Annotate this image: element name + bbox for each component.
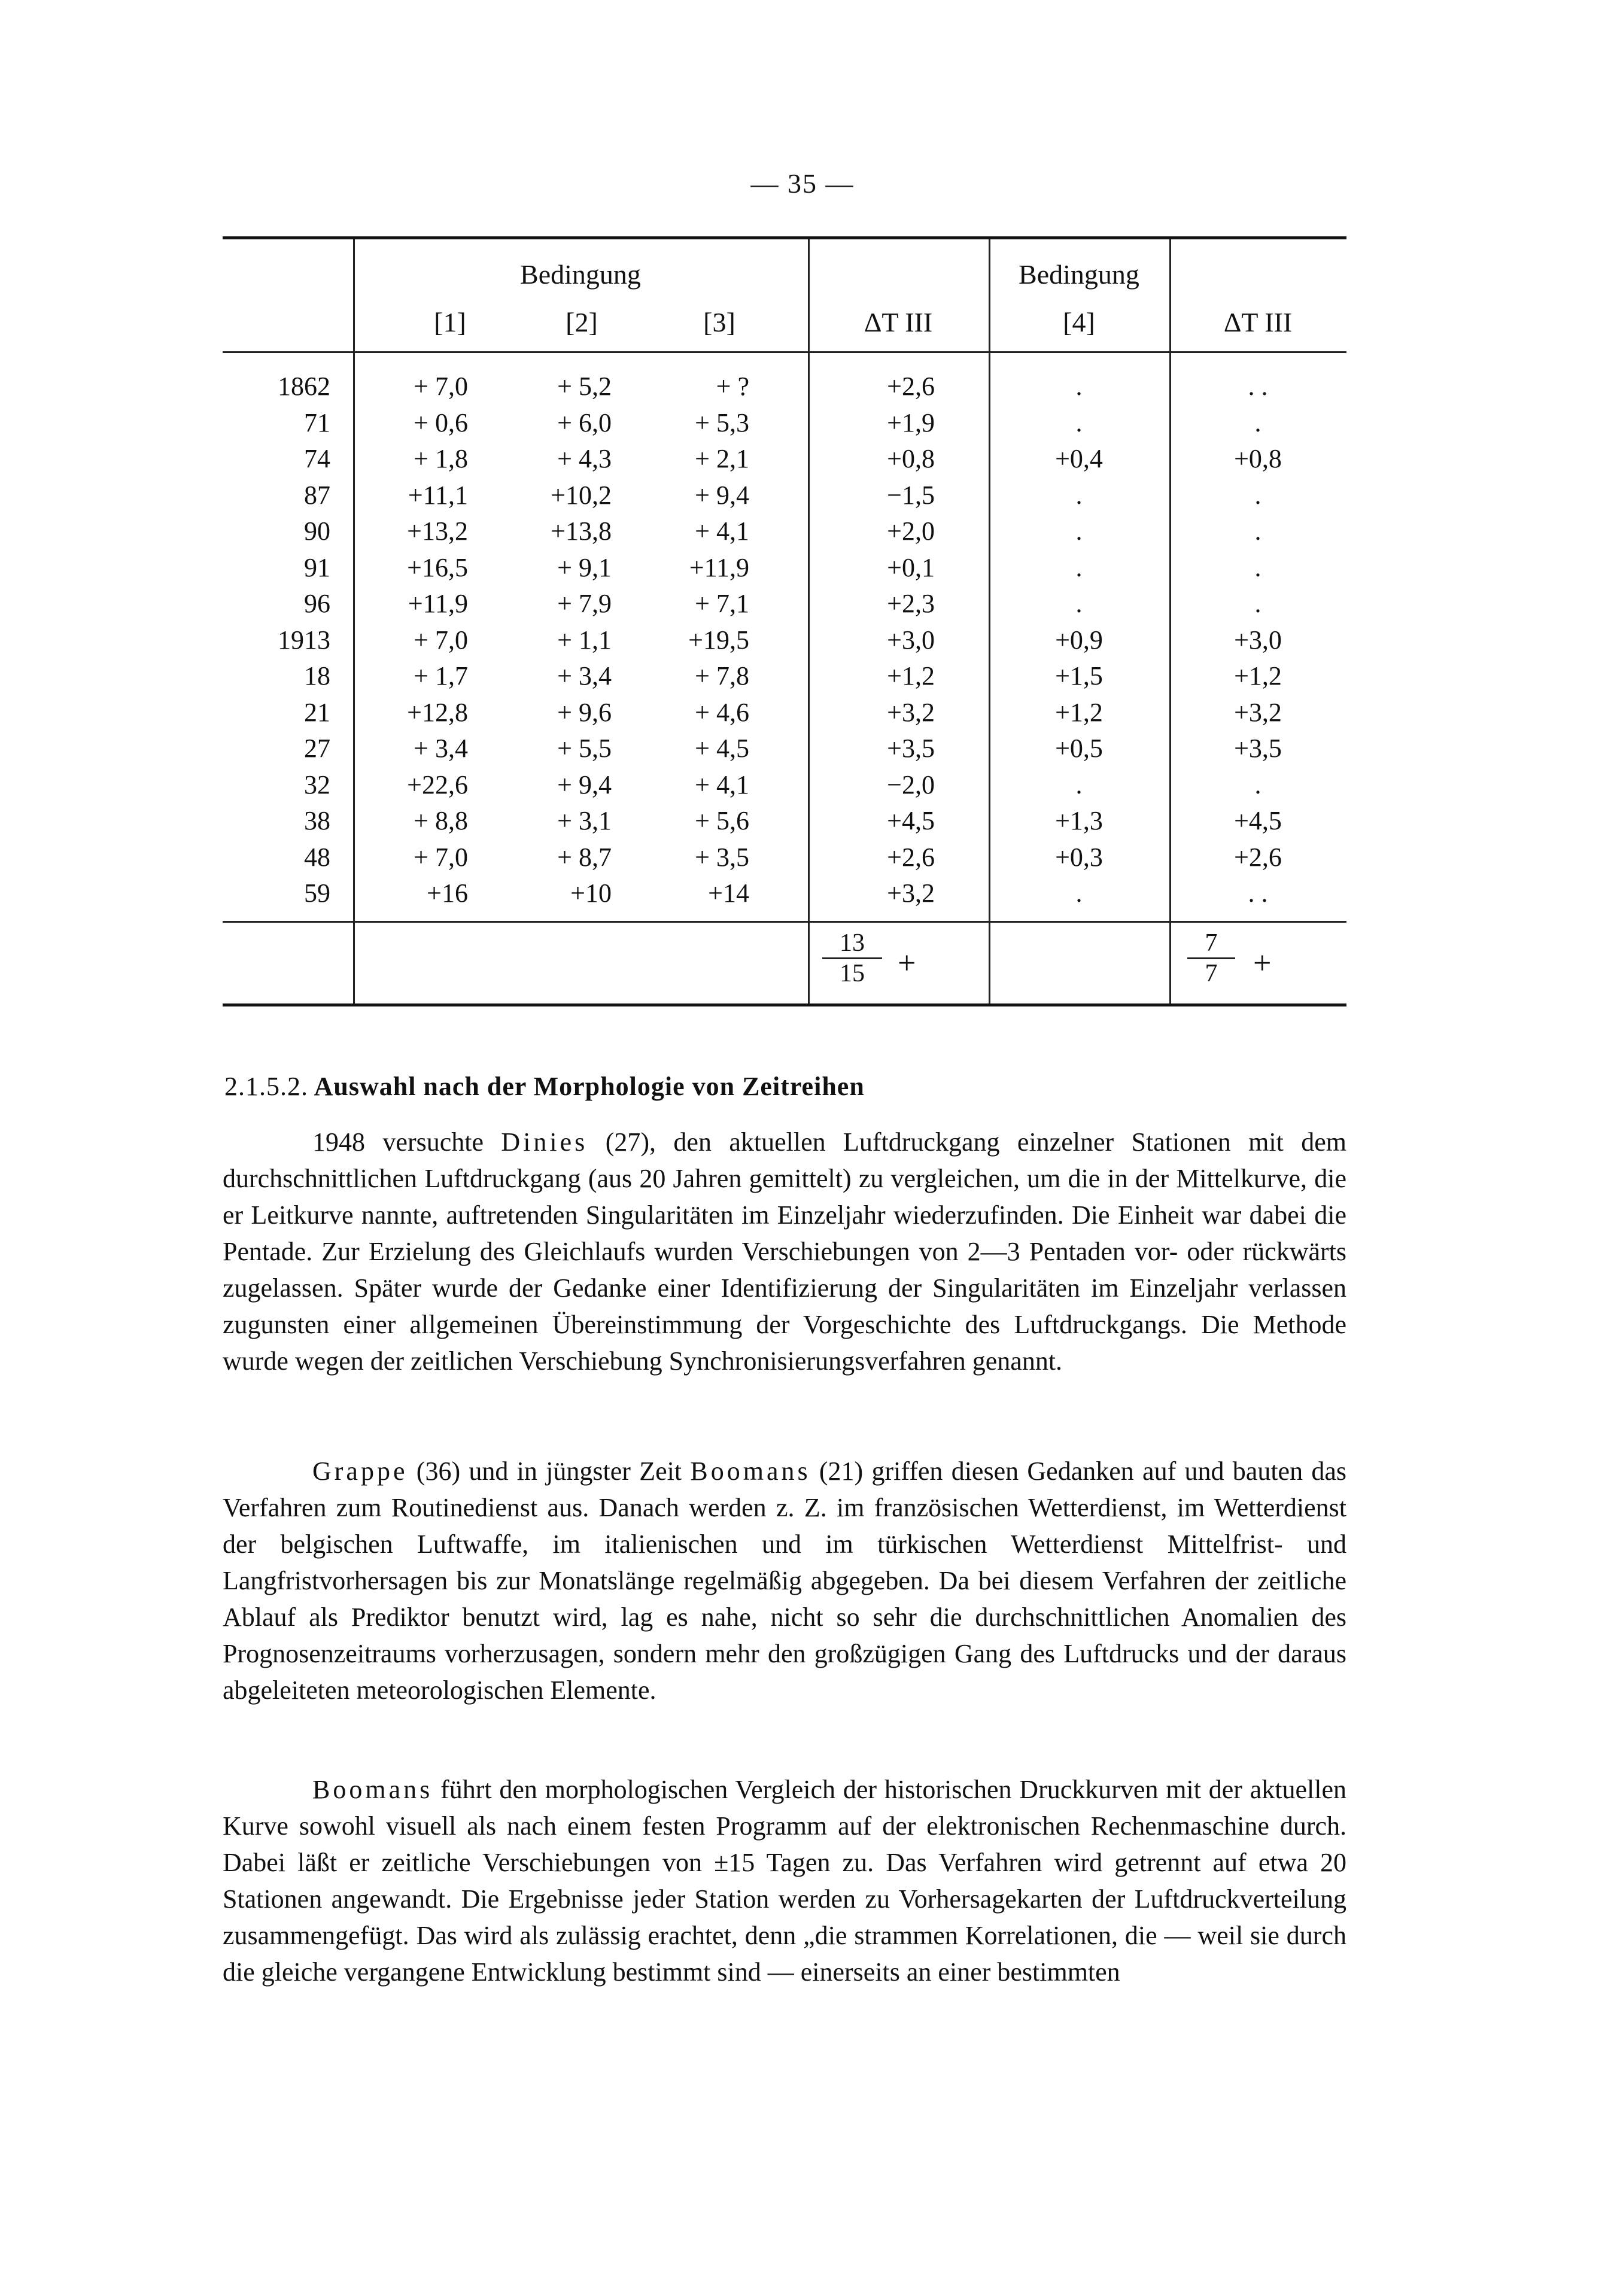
table-cell-c3: + 4,1 (695, 516, 749, 546)
table-cell-c1: + 3,4 (414, 734, 468, 763)
table-cell-dt2: . . (1248, 878, 1268, 908)
table-cell-c4: +0,3 (1055, 842, 1103, 872)
header-cond-2: [2] (566, 307, 598, 337)
table-cell-c4: . (1075, 878, 1083, 908)
summary-rule (223, 921, 1346, 923)
table-cell-c1: +13,2 (407, 516, 468, 546)
table-cell-dt1: +1,9 (887, 407, 935, 437)
table-cell-dt1: +1,2 (887, 661, 935, 691)
header-rule (223, 351, 1346, 353)
author-name: Boomans (312, 1775, 433, 1804)
table-cell-year: 1862 (278, 372, 330, 401)
table-cell-c4: +1,2 (1055, 697, 1103, 727)
table-vline (808, 239, 810, 1003)
table-cell-c4: . (1075, 407, 1083, 437)
table-cell-year: 48 (304, 842, 330, 872)
header-cond-1: [1] (434, 307, 466, 337)
table-cell-dt2: . (1254, 480, 1261, 510)
table-cell-c3: + ? (716, 372, 749, 401)
table-cell-dt1: +0,8 (887, 444, 935, 473)
paragraph-2 (223, 1453, 1346, 1708)
paragraph-3 (223, 1771, 1346, 1990)
table-cell-c1: + 8,8 (414, 806, 468, 835)
table-cell-year: 21 (304, 697, 330, 727)
header-cond-4: [4] (1063, 307, 1095, 337)
table-cell-c2: +10 (570, 878, 612, 908)
table-cell-dt1: −2,0 (887, 770, 935, 799)
table-cell-year: 90 (304, 516, 330, 546)
paragraph-1 (223, 1124, 1346, 1379)
table-cell-dt2: +4,5 (1234, 806, 1282, 835)
table-cell-c4: . (1075, 589, 1083, 618)
table-cell-dt2: +3,0 (1234, 625, 1282, 655)
summary-dt2-denominator: 7 (1205, 960, 1218, 987)
section-number: 2.1.5.2. (224, 1072, 308, 1101)
table-cell-c2: + 6,0 (557, 407, 612, 437)
summary-dt2-sign: + (1253, 945, 1272, 981)
table-cell-dt2: . (1254, 552, 1261, 582)
table-cell-year: 87 (304, 480, 330, 510)
table-cell-c1: + 7,0 (414, 625, 468, 655)
table-cell-c4: . (1075, 372, 1083, 401)
table-cell-c1: +22,6 (407, 770, 468, 799)
table-cell-c3: + 5,3 (695, 407, 749, 437)
table-cell-c2: + 9,1 (557, 552, 612, 582)
table-cell-c4: +0,5 (1055, 734, 1103, 763)
paragraph-text: (36) und in jüngster Zeit (408, 1456, 691, 1486)
table-cell-dt2: . . (1248, 372, 1268, 401)
table-cell-c1: + 1,8 (414, 444, 468, 473)
author-name: Boomans (690, 1456, 811, 1486)
table-cell-dt1: +3,0 (887, 625, 935, 655)
table-cell-c3: + 2,1 (695, 444, 749, 473)
table-cell-c4: +0,4 (1055, 444, 1103, 473)
table-cell-dt2: . (1254, 516, 1261, 546)
table-cell-year: 59 (304, 878, 330, 908)
table-cell-c4: . (1075, 516, 1083, 546)
paragraph-text: führt den morphologischen Vergleich der historischen Druckkurven mit der aktuellen Kurve sowohl visuell als nach einem festen Programm auf der elektronischen Rechenmaschine durch. Dabei läßt er zeitliche Verschiebungen von ±15 Tagen zu. Das Verfahren wird getrennt auf etwa 20 Stationen angewandt. Die Ergebnisse jeder Station werden zu Vorhersagekarten der Luftdruckverteilung zusammengefügt. Das wird als zulässig erachtet, denn „die strammen Korrelationen, die — weil sie durch die gleiche vergangene Entwicklung bestimmt sind — einerseits an einer bestimmten (223, 1775, 1346, 1987)
header-bedingung-4: Bedingung (1019, 259, 1139, 290)
table-cell-c3: + 9,4 (695, 480, 749, 510)
paragraph-text: (27), den aktuellen Luftdruckgang einzelner Stationen mit dem durchschnittlichen Luftdruckgang (aus 20 Jahren gemittelt) zu vergleichen, um die in der Mittelkurve, die er Leitkurve nannte, auftretenden Singularitäten im Einzeljahr wiederzufinden. Die Einheit war dabei die Pentade. Zur Erzielung des Gleichlaufs wurden Verschiebungen von 2—3 Pentaden vor- oder rückwärts zugelassen. Später wurde der Gedanke einer Identifizierung der Singularitäten im Einzeljahr verlassen zugunsten einer allgemeinen Übereinstimmung der Vorgeschichte des Luftdruckgangs. Die Methode wurde wegen der zeitlichen Verschiebung Synchronisierungsverfahren genannt. (223, 1127, 1346, 1376)
table-cell-dt1: +2,0 (887, 516, 935, 546)
table-cell-c3: + 5,6 (695, 806, 749, 835)
table-cell-dt1: +2,6 (887, 842, 935, 872)
summary-dt2-numerator: 7 (1187, 929, 1235, 959)
page-number: — 35 — (750, 168, 855, 199)
summary-dt1-numerator: 13 (822, 929, 882, 959)
table-vline (353, 239, 355, 1003)
table-cell-c4: +1,5 (1055, 661, 1103, 691)
summary-fraction-dt2 (1187, 929, 1235, 988)
summary-dt1-denominator: 15 (840, 960, 865, 987)
table-cell-c2: + 4,3 (557, 444, 612, 473)
table-cell-c3: + 7,8 (695, 661, 749, 691)
table-cell-c4: . (1075, 552, 1083, 582)
table-cell-c3: + 4,5 (695, 734, 749, 763)
table-cell-year: 71 (304, 407, 330, 437)
table-cell-c2: + 3,1 (557, 806, 612, 835)
table-cell-c3: + 3,5 (695, 842, 749, 872)
table-cell-c2: + 1,1 (557, 625, 612, 655)
table-cell-c4: +0,9 (1055, 625, 1103, 655)
table-cell-c2: + 3,4 (557, 661, 612, 691)
table-cell-dt2: +3,5 (1234, 734, 1282, 763)
table-cell-dt1: +3,5 (887, 734, 935, 763)
table-cell-year: 18 (304, 661, 330, 691)
table-cell-c3: +14 (708, 878, 749, 908)
table-cell-c2: + 7,9 (557, 589, 612, 618)
table-cell-dt1: +2,6 (887, 372, 935, 401)
table-cell-c2: + 8,7 (557, 842, 612, 872)
table-cell-dt1: +4,5 (887, 806, 935, 835)
header-cond-3: [3] (703, 307, 735, 337)
header-delta-t-1: ΔT III (864, 307, 933, 337)
table-cell-dt2: . (1254, 407, 1261, 437)
header-bedingung-group: Bedingung (520, 259, 641, 290)
table-cell-c2: +13,8 (551, 516, 612, 546)
table-cell-year: 74 (304, 444, 330, 473)
table-cell-dt2: . (1254, 770, 1261, 799)
table-cell-c1: + 7,0 (414, 842, 468, 872)
table-cell-c4: . (1075, 770, 1083, 799)
table-cell-year: 96 (304, 589, 330, 618)
table-cell-dt1: +3,2 (887, 697, 935, 727)
table-cell-c2: + 9,4 (557, 770, 612, 799)
paragraph-text: 1948 versuchte (312, 1127, 501, 1157)
table-cell-dt1: −1,5 (887, 480, 935, 510)
table-cell-c3: + 4,1 (695, 770, 749, 799)
table-cell-c3: + 4,6 (695, 697, 749, 727)
table-cell-c1: +12,8 (407, 697, 468, 727)
table-cell-dt1: +2,3 (887, 589, 935, 618)
paragraph-text: (21) griffen diesen Gedanken auf und bauten das Verfahren zum Routinedienst aus. Danach werden z. Z. im französischen Wetterdienst, im Wetterdienst der belgischen Luftwaffe, im italienischen und im türkischen Wetterdienst Mittelfrist- und Langfristvorhersagen bis zur Monatslänge regelmäßig abgegeben. Da bei diesem Verfahren der zeitliche Ablauf als Prediktor benutzt wird, lag es nahe, nicht so sehr die durchschnittlichen Anomalien des Prognosenzeitraums vorherzusagen, sondern mehr den großzügigen Gang des Luftdrucks und der daraus abgeleiteten meteorologischen Elemente. (223, 1456, 1347, 1705)
data-table (223, 236, 1346, 1006)
table-cell-c1: + 7,0 (414, 372, 468, 401)
table-cell-c2: + 5,5 (557, 734, 612, 763)
summary-dt1-sign: + (898, 945, 916, 981)
author-name: Grappe (312, 1456, 408, 1486)
table-cell-year: 32 (304, 770, 330, 799)
table-cell-c1: + 1,7 (414, 661, 468, 691)
table-cell-c1: +16,5 (407, 552, 468, 582)
table-cell-c2: + 9,6 (557, 697, 612, 727)
table-cell-c4: +1,3 (1055, 806, 1103, 835)
table-cell-year: 1913 (278, 625, 330, 655)
header-delta-t-2: ΔT III (1223, 307, 1293, 337)
table-cell-c3: + 7,1 (695, 589, 749, 618)
table-cell-dt2: . (1254, 589, 1261, 618)
table-cell-year: 91 (304, 552, 330, 582)
table-cell-c2: +10,2 (551, 480, 612, 510)
table-cell-c4: . (1075, 480, 1083, 510)
table-cell-year: 38 (304, 806, 330, 835)
table-cell-c1: +16 (427, 878, 468, 908)
table-cell-year: 27 (304, 734, 330, 763)
table-cell-c1: + 0,6 (414, 407, 468, 437)
author-name: Dinies (501, 1127, 588, 1157)
table-cell-dt2: +2,6 (1234, 842, 1282, 872)
summary-fraction-dt1 (822, 929, 882, 988)
table-cell-dt2: +0,8 (1234, 444, 1282, 473)
table-cell-dt2: +3,2 (1234, 697, 1282, 727)
table-cell-dt2: +1,2 (1234, 661, 1282, 691)
table-cell-dt1: +0,1 (887, 552, 935, 582)
section-title: Auswahl nach der Morphologie von Zeitreihen (314, 1072, 865, 1101)
table-cell-c1: +11,9 (408, 589, 468, 618)
table-cell-c3: +11,9 (689, 552, 749, 582)
table-cell-c2: + 5,2 (557, 372, 612, 401)
section-heading (224, 1071, 865, 1102)
table-cell-c3: +19,5 (688, 625, 749, 655)
table-cell-dt1: +3,2 (887, 878, 935, 908)
table-cell-c1: +11,1 (408, 480, 468, 510)
